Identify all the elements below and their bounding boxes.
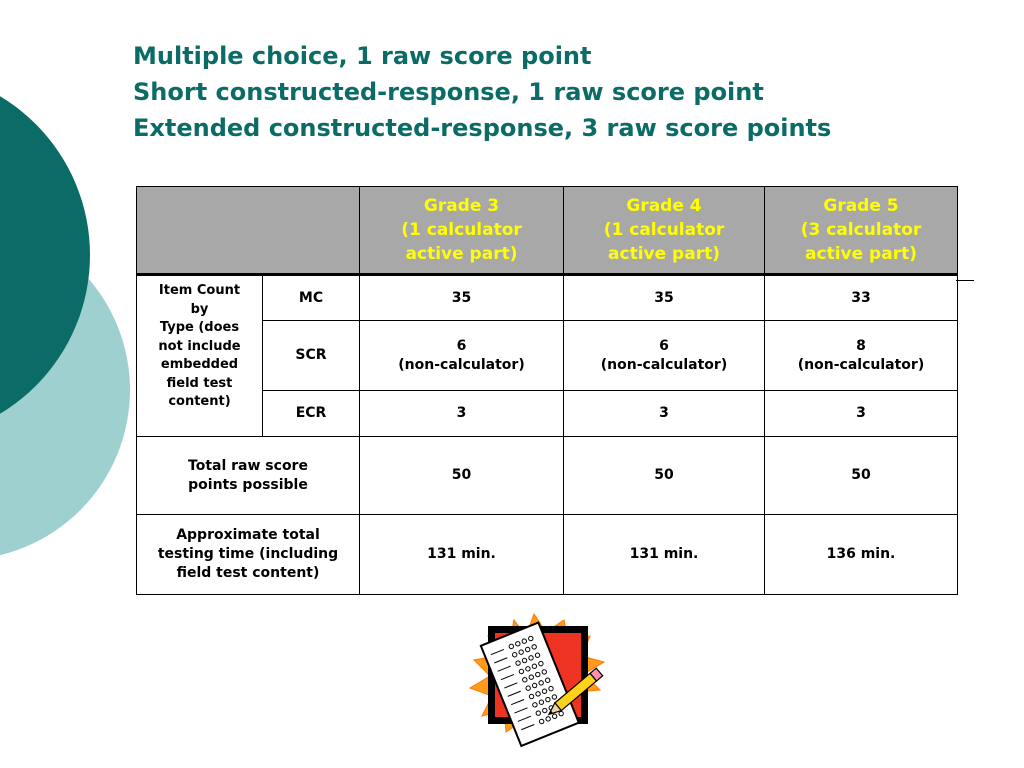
type-cell-scr: SCR xyxy=(263,321,360,391)
item-count-label-line: not include xyxy=(158,338,241,354)
header-row xyxy=(137,187,958,275)
table-row xyxy=(137,437,958,515)
total-value-cell: 50 xyxy=(765,437,958,515)
value-cell xyxy=(360,321,564,391)
header-grade-4-title: Grade 4 xyxy=(626,196,702,216)
item-count-label-line: content) xyxy=(168,394,231,409)
header-grade-4-sub2: active part) xyxy=(608,244,720,264)
table-row xyxy=(137,275,958,321)
item-count-label-line: Item Count xyxy=(158,283,241,298)
value-main: 8 xyxy=(856,337,866,354)
total-label-line: Total raw score xyxy=(188,457,308,474)
score-table xyxy=(136,186,958,595)
header-grade-3-sub2: active part) xyxy=(405,244,518,264)
value-cell: 3 xyxy=(360,391,564,437)
header-grade-3-sub1: (1 calculator xyxy=(401,220,522,240)
value-note: (non-calculator) xyxy=(600,356,728,373)
title-line-1: Multiple choice, 1 raw score point xyxy=(133,42,592,70)
time-label-line: field test content) xyxy=(176,565,320,581)
decorative-circles xyxy=(0,0,140,600)
header-grade-4-sub1: (1 calculator xyxy=(603,220,725,240)
time-label-cell xyxy=(137,515,360,595)
total-label-cell xyxy=(137,437,360,515)
value-cell: 33 xyxy=(765,275,958,321)
value-main: 6 xyxy=(456,337,467,354)
value-cell: 3 xyxy=(564,391,765,437)
header-grade-5-sub1: (3 calculator xyxy=(800,220,922,240)
time-value-cell: 136 min. xyxy=(765,515,958,595)
header-grade-5 xyxy=(765,187,958,275)
answer-sheet-with-pencil-icon xyxy=(468,612,618,752)
value-cell xyxy=(564,321,765,391)
value-cell xyxy=(765,321,958,391)
item-count-label-line: embedded xyxy=(160,357,239,372)
time-value-cell: 131 min. xyxy=(360,515,564,595)
header-corner-cell xyxy=(137,187,360,275)
header-grade-5-title: Grade 5 xyxy=(823,196,899,216)
header-grade-4 xyxy=(564,187,765,275)
total-value-cell: 50 xyxy=(360,437,564,515)
header-grade-3-title: Grade 3 xyxy=(423,196,500,216)
total-label-line: points possible xyxy=(188,476,308,493)
value-cell: 35 xyxy=(360,275,564,321)
total-value-cell: 50 xyxy=(564,437,765,515)
item-count-label-line: field test xyxy=(166,375,233,391)
value-main: 6 xyxy=(659,337,669,354)
slide-title xyxy=(133,38,831,146)
time-label-line: Approximate total xyxy=(176,527,320,543)
value-note: (non-calculator) xyxy=(797,356,925,373)
title-line-3: Extended constructed-response, 3 raw score points xyxy=(133,114,832,142)
table-rule-extension xyxy=(956,280,974,281)
value-note: (non-calculator) xyxy=(398,356,525,373)
header-grade-3 xyxy=(360,187,564,275)
type-cell-ecr: ECR xyxy=(263,391,360,437)
header-grade-5-sub2: active part) xyxy=(805,244,917,264)
type-cell-mc: MC xyxy=(263,275,360,321)
item-count-label-line: by xyxy=(190,301,209,317)
time-label-line: testing time (including xyxy=(157,546,339,562)
title-line-2: Short constructed-response, 1 raw score point xyxy=(133,78,764,106)
table-row xyxy=(137,515,958,595)
item-count-label-cell xyxy=(137,275,263,437)
item-count-label-line: Type (does xyxy=(159,320,240,335)
value-cell: 35 xyxy=(564,275,765,321)
value-cell: 3 xyxy=(765,391,958,437)
time-value-cell: 131 min. xyxy=(564,515,765,595)
